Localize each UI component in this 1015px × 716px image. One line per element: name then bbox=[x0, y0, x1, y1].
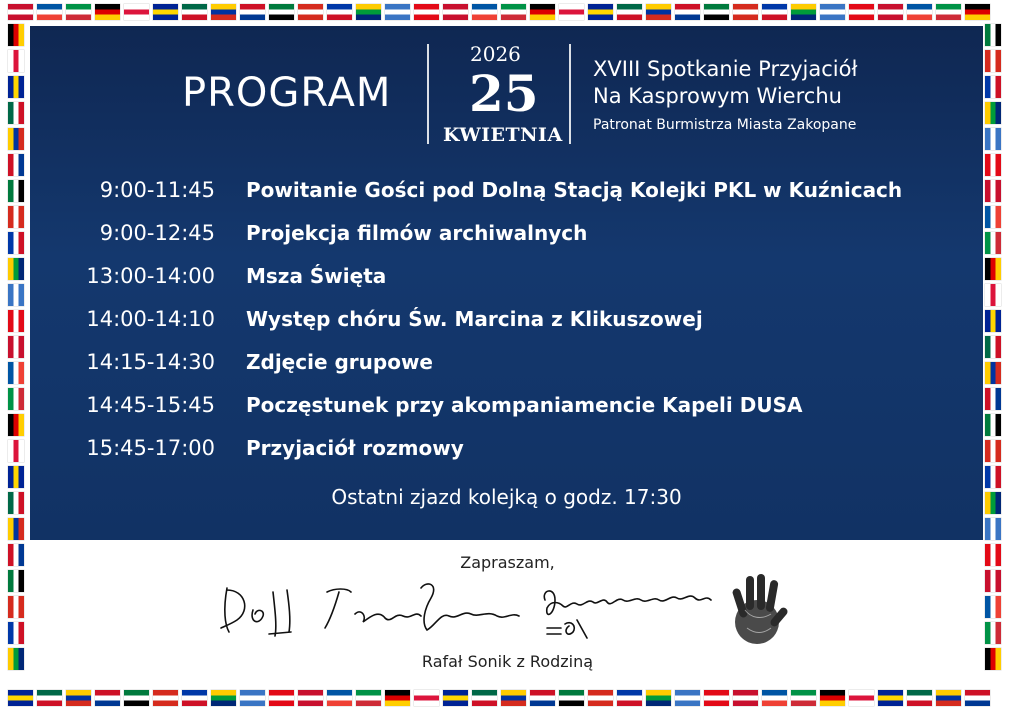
flag-icon bbox=[985, 466, 1001, 488]
flag-icon bbox=[124, 4, 149, 20]
flag-icon bbox=[762, 690, 787, 706]
flag-icon bbox=[37, 4, 62, 20]
flag-icon bbox=[124, 690, 149, 706]
flag-icon bbox=[985, 492, 1001, 514]
flag-icon bbox=[8, 232, 24, 254]
flag-icon bbox=[211, 4, 236, 20]
flag-icon bbox=[8, 102, 24, 124]
flag-icon bbox=[985, 596, 1001, 618]
flag-icon bbox=[936, 4, 961, 20]
flag-icon bbox=[95, 690, 120, 706]
schedule-row bbox=[30, 393, 983, 423]
flag-icon bbox=[907, 690, 932, 706]
flag-icon bbox=[66, 690, 91, 706]
flag-icon bbox=[66, 4, 91, 20]
flag-icon bbox=[269, 4, 294, 20]
flag-icon bbox=[327, 690, 352, 706]
flag-icon bbox=[501, 4, 526, 20]
flag-icon bbox=[8, 690, 33, 706]
flag-icon bbox=[985, 518, 1001, 540]
schedule-row bbox=[30, 221, 983, 251]
flag-icon bbox=[985, 102, 1001, 124]
flag-icon bbox=[182, 690, 207, 706]
flag-icon bbox=[8, 440, 24, 462]
flag-icon bbox=[907, 4, 932, 20]
flag-icon bbox=[646, 690, 671, 706]
flag-icon bbox=[985, 258, 1001, 280]
flag-icon bbox=[588, 690, 613, 706]
flag-icon bbox=[985, 232, 1001, 254]
flag-icon bbox=[269, 690, 294, 706]
handprint-icon bbox=[732, 574, 790, 644]
schedule-activity: Występ chóru Św. Marcina z Klikuszowej bbox=[246, 307, 703, 331]
flag-icon bbox=[617, 4, 642, 20]
flag-icon bbox=[936, 690, 961, 706]
flag-icon bbox=[443, 690, 468, 706]
flag-icon bbox=[8, 492, 24, 514]
divider-left bbox=[427, 44, 429, 144]
program-panel bbox=[30, 26, 983, 540]
flag-icon bbox=[985, 336, 1001, 358]
flag-icon bbox=[530, 690, 555, 706]
flag-icon bbox=[8, 388, 24, 410]
flag-icon bbox=[8, 154, 24, 176]
flag-icon bbox=[646, 4, 671, 20]
flag-icon bbox=[985, 50, 1001, 72]
flag-icon bbox=[8, 518, 24, 540]
flag-icon bbox=[675, 4, 700, 20]
schedule-activity: Msza Święta bbox=[246, 264, 387, 288]
date-day: 25 bbox=[469, 64, 539, 123]
flag-icon bbox=[849, 690, 874, 706]
flag-border-top bbox=[8, 4, 990, 20]
schedule-row bbox=[30, 178, 983, 208]
flag-icon bbox=[8, 76, 24, 98]
flag-border-right bbox=[985, 24, 1001, 670]
schedule-time: 13:00-14:00 bbox=[86, 264, 215, 288]
flag-icon bbox=[211, 690, 236, 706]
flag-icon bbox=[8, 622, 24, 644]
flag-icon bbox=[985, 284, 1001, 306]
flag-icon bbox=[182, 4, 207, 20]
flag-icon bbox=[240, 4, 265, 20]
flag-icon bbox=[385, 690, 410, 706]
schedule-activity: Poczęstunek przy akompaniamencie Kapeli DUSA bbox=[246, 393, 803, 417]
schedule-row bbox=[30, 436, 983, 466]
flag-icon bbox=[985, 24, 1001, 46]
flag-icon bbox=[8, 258, 24, 280]
flag-icon bbox=[985, 310, 1001, 332]
flag-icon bbox=[985, 180, 1001, 202]
schedule-row bbox=[30, 350, 983, 380]
flag-icon bbox=[153, 690, 178, 706]
flag-icon bbox=[762, 4, 787, 20]
flag-icon bbox=[878, 690, 903, 706]
flag-icon bbox=[985, 154, 1001, 176]
schedule-activity: Przyjaciół rozmowy bbox=[246, 436, 464, 460]
schedule-activity: Projekcja filmów archiwalnych bbox=[246, 221, 588, 245]
signature-3 bbox=[544, 591, 711, 638]
flag-icon bbox=[414, 690, 439, 706]
flag-icon bbox=[8, 180, 24, 202]
flag-icon bbox=[965, 4, 990, 20]
flag-icon bbox=[985, 440, 1001, 462]
flag-icon bbox=[472, 690, 497, 706]
flag-icon bbox=[298, 4, 323, 20]
flag-icon bbox=[965, 690, 990, 706]
flag-icon bbox=[530, 4, 555, 20]
event-name-line1: XVIII Spotkanie Przyjaciół bbox=[593, 57, 858, 81]
schedule-activity: Powitanie Gości pod Dolną Stacją Kolejki PKL w Kuźnicach bbox=[246, 178, 903, 202]
flag-border-left bbox=[8, 24, 24, 670]
event-name-line2: Na Kasprowym Wierchu bbox=[593, 84, 842, 108]
flag-icon bbox=[985, 388, 1001, 410]
flag-icon bbox=[704, 690, 729, 706]
flag-icon bbox=[985, 76, 1001, 98]
flag-icon bbox=[8, 336, 24, 358]
flag-icon bbox=[588, 4, 613, 20]
event-name bbox=[593, 56, 857, 110]
flag-icon bbox=[414, 4, 439, 20]
flag-border-bottom bbox=[8, 690, 990, 706]
flag-icon bbox=[985, 622, 1001, 644]
flag-icon bbox=[791, 4, 816, 20]
flag-icon bbox=[443, 4, 468, 20]
schedule-activity: Zdjęcie grupowe bbox=[246, 350, 433, 374]
flag-icon bbox=[985, 128, 1001, 150]
flag-icon bbox=[8, 206, 24, 228]
signature-2 bbox=[325, 584, 519, 630]
flag-icon bbox=[8, 128, 24, 150]
flag-icon bbox=[878, 4, 903, 20]
signature-1 bbox=[221, 588, 291, 636]
schedule-time: 14:45-15:45 bbox=[86, 393, 215, 417]
flag-icon bbox=[675, 690, 700, 706]
flag-icon bbox=[8, 414, 24, 436]
flag-icon bbox=[791, 690, 816, 706]
divider-right bbox=[569, 44, 571, 144]
flag-icon bbox=[8, 50, 24, 72]
flag-icon bbox=[8, 466, 24, 488]
flag-icon bbox=[704, 4, 729, 20]
flag-icon bbox=[820, 4, 845, 20]
flag-icon bbox=[8, 24, 24, 46]
invitation-text: Zapraszam, bbox=[460, 553, 555, 572]
flag-icon bbox=[8, 570, 24, 592]
flag-icon bbox=[385, 4, 410, 20]
schedule-row bbox=[30, 264, 983, 294]
flag-icon bbox=[559, 4, 584, 20]
flag-icon bbox=[985, 414, 1001, 436]
flag-icon bbox=[8, 310, 24, 332]
schedule-row bbox=[30, 307, 983, 337]
flag-icon bbox=[327, 4, 352, 20]
flag-icon bbox=[501, 690, 526, 706]
flag-icon bbox=[849, 4, 874, 20]
flag-icon bbox=[985, 206, 1001, 228]
flag-icon bbox=[985, 570, 1001, 592]
schedule-time: 15:45-17:00 bbox=[86, 436, 215, 460]
flag-icon bbox=[95, 4, 120, 20]
flag-icon bbox=[472, 4, 497, 20]
flag-icon bbox=[8, 4, 33, 20]
patronage-text: Patronat Burmistrza Miasta Zakopane bbox=[593, 117, 857, 133]
schedule-time: 14:15-14:30 bbox=[86, 350, 215, 374]
date-month: KWIETNIA bbox=[443, 124, 563, 146]
flag-icon bbox=[985, 362, 1001, 384]
flag-icon bbox=[356, 4, 381, 20]
schedule-time: 14:00-14:10 bbox=[86, 307, 215, 331]
flag-icon bbox=[8, 284, 24, 306]
flag-icon bbox=[240, 690, 265, 706]
flag-icon bbox=[37, 690, 62, 706]
flag-icon bbox=[733, 690, 758, 706]
signature-caption: Rafał Sonik z Rodziną bbox=[421, 652, 594, 671]
flag-icon bbox=[733, 4, 758, 20]
flag-icon bbox=[298, 690, 323, 706]
flag-icon bbox=[820, 690, 845, 706]
flag-icon bbox=[356, 690, 381, 706]
flag-icon bbox=[559, 690, 584, 706]
schedule-time: 9:00-11:45 bbox=[99, 178, 215, 202]
program-title: PROGRAM bbox=[182, 70, 392, 116]
last-ride-note: Ostatni zjazd kolejką o godz. 17:30 bbox=[331, 485, 682, 509]
date-year: 2026 bbox=[470, 42, 521, 66]
schedule-time: 9:00-12:45 bbox=[99, 221, 215, 245]
signatures bbox=[215, 570, 795, 650]
flag-icon bbox=[617, 690, 642, 706]
flag-icon bbox=[8, 362, 24, 384]
flag-icon bbox=[8, 596, 24, 618]
flag-icon bbox=[153, 4, 178, 20]
